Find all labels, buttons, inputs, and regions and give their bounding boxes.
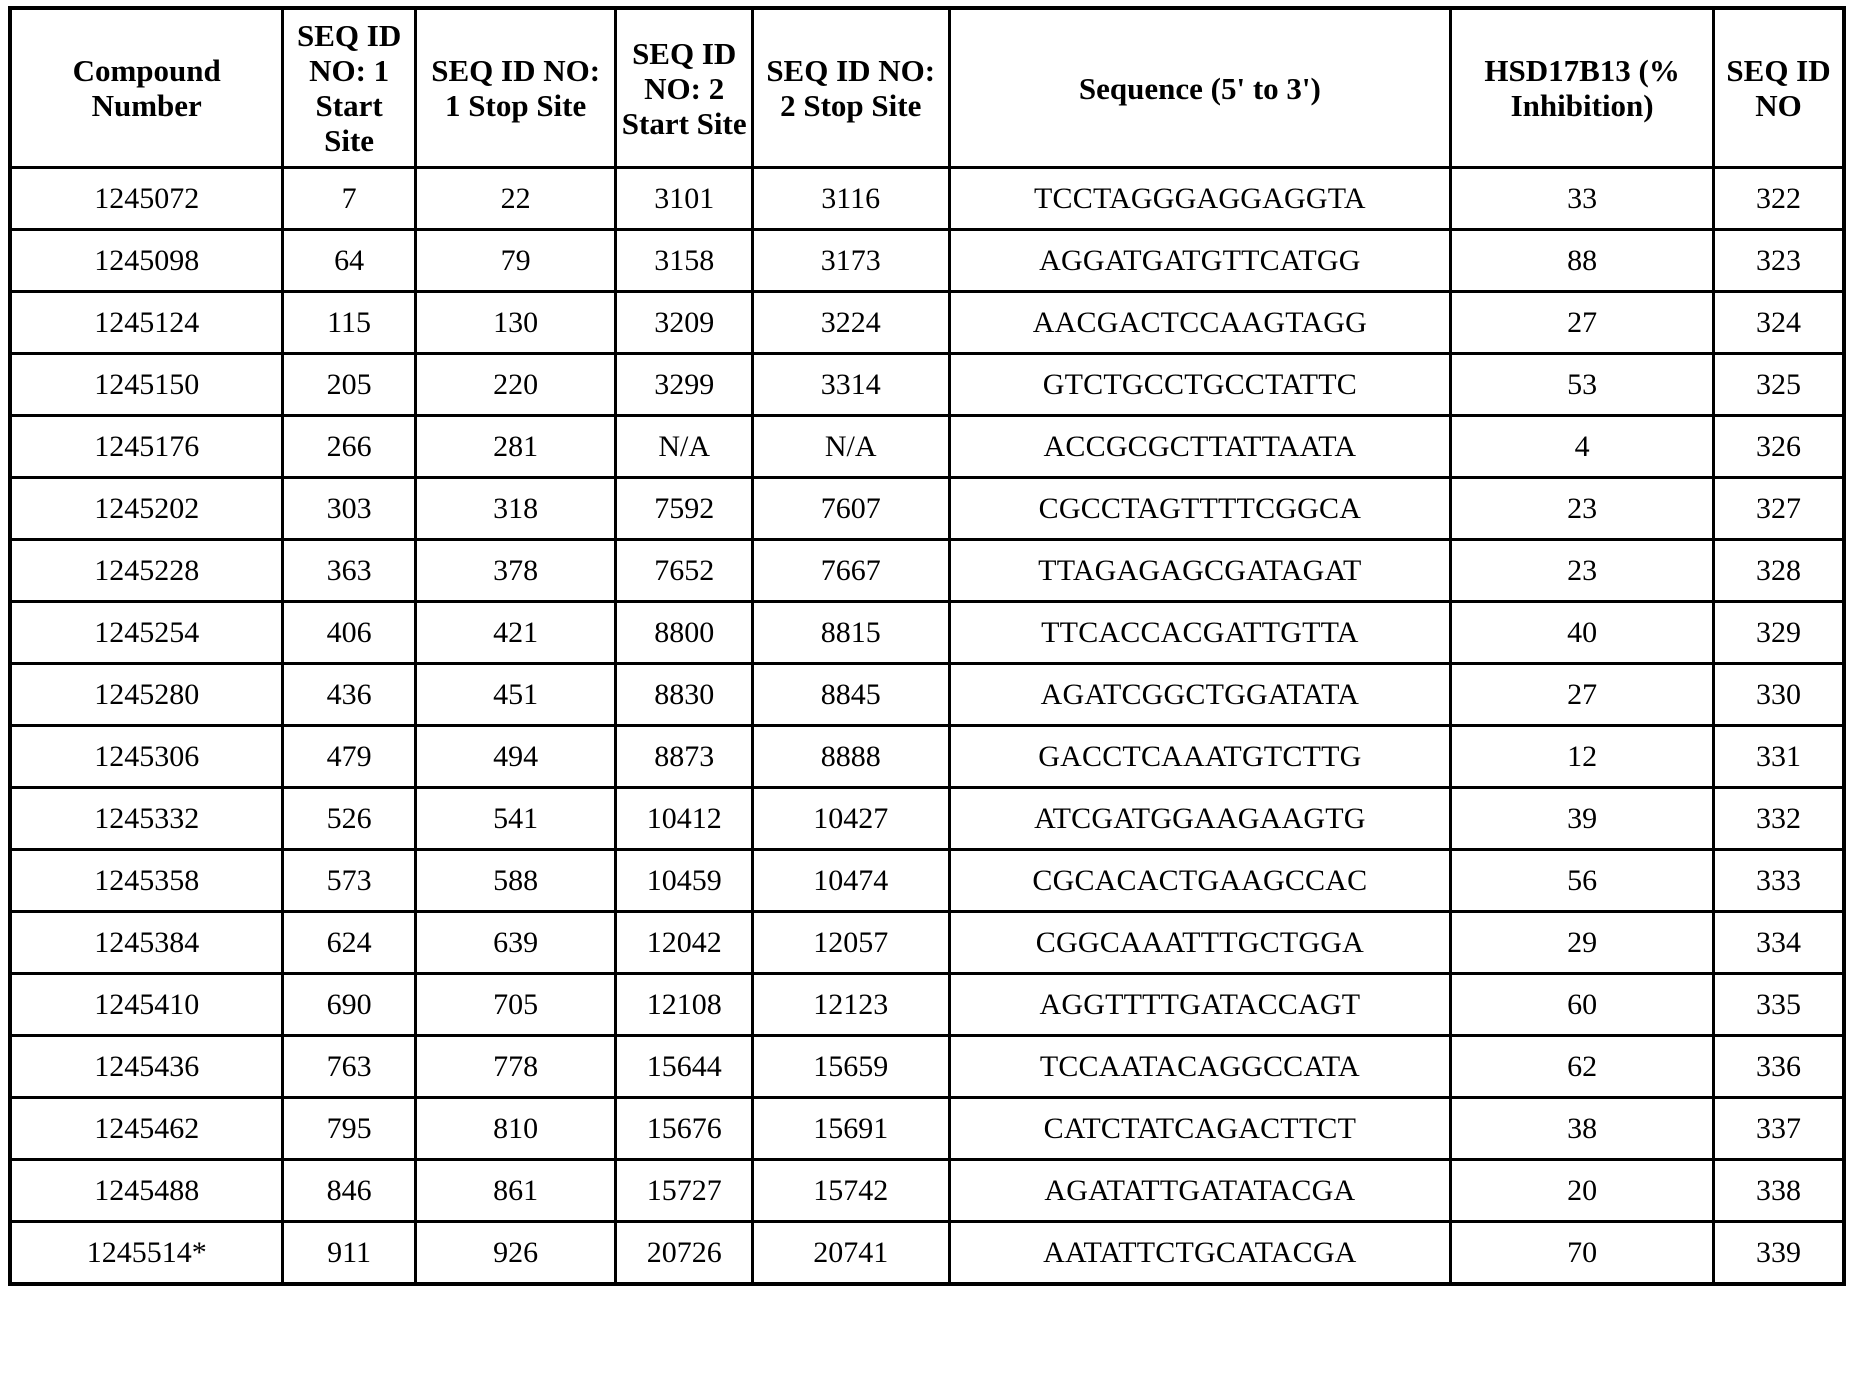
- cell-seqid1-stop-site: 639: [415, 912, 616, 974]
- cell-sequence: ACCGCGCTTATTAATA: [949, 416, 1451, 478]
- cell-compound-number: 1245254: [10, 602, 283, 664]
- cell-seqid1-stop-site: 451: [415, 664, 616, 726]
- cell-seqid2-start-site: 8873: [616, 726, 752, 788]
- cell-seqid2-start-site: 7592: [616, 478, 752, 540]
- cell-sequence: AGATCGGCTGGATATA: [949, 664, 1451, 726]
- cell-sequence: CGCACACTGAAGCCAC: [949, 850, 1451, 912]
- cell-hsd17b13-inhibition: 27: [1451, 292, 1714, 354]
- cell-seq-id-no: 325: [1714, 354, 1844, 416]
- cell-seqid2-stop-site: 10427: [752, 788, 949, 850]
- cell-compound-number: 1245384: [10, 912, 283, 974]
- table-row: [10, 478, 1844, 540]
- cell-hsd17b13-inhibition: 12: [1451, 726, 1714, 788]
- cell-seqid1-start-site: 406: [283, 602, 415, 664]
- cell-seqid1-start-site: 363: [283, 540, 415, 602]
- cell-seq-id-no: 339: [1714, 1222, 1844, 1285]
- cell-seqid1-stop-site: 705: [415, 974, 616, 1036]
- cell-hsd17b13-inhibition: 70: [1451, 1222, 1714, 1285]
- cell-seq-id-no: 326: [1714, 416, 1844, 478]
- cell-compound-number: 1245332: [10, 788, 283, 850]
- cell-seqid2-start-site: 10412: [616, 788, 752, 850]
- column-header-sequence: Sequence (5' to 3'): [949, 8, 1451, 168]
- cell-seqid1-start-site: 303: [283, 478, 415, 540]
- cell-seq-id-no: 335: [1714, 974, 1844, 1036]
- column-header-seqid1-stop-site: SEQ ID NO: 1 Stop Site: [415, 8, 616, 168]
- cell-seqid1-start-site: 846: [283, 1160, 415, 1222]
- cell-sequence: GTCTGCCTGCCTATTC: [949, 354, 1451, 416]
- cell-seqid2-stop-site: 12123: [752, 974, 949, 1036]
- cell-seqid2-stop-site: 3116: [752, 168, 949, 230]
- cell-sequence: TCCTAGGGAGGAGGTA: [949, 168, 1451, 230]
- cell-seqid2-start-site: 8830: [616, 664, 752, 726]
- cell-seqid1-start-site: 624: [283, 912, 415, 974]
- table-header-row: [10, 8, 1844, 168]
- cell-seqid2-stop-site: 3224: [752, 292, 949, 354]
- cell-compound-number: 1245514*: [10, 1222, 283, 1285]
- cell-hsd17b13-inhibition: 56: [1451, 850, 1714, 912]
- cell-seq-id-no: 338: [1714, 1160, 1844, 1222]
- cell-seq-id-no: 331: [1714, 726, 1844, 788]
- cell-seqid2-start-site: N/A: [616, 416, 752, 478]
- cell-seq-id-no: 324: [1714, 292, 1844, 354]
- cell-seqid1-stop-site: 541: [415, 788, 616, 850]
- cell-seqid2-stop-site: 12057: [752, 912, 949, 974]
- cell-sequence: CGGCAAATTTGCTGGA: [949, 912, 1451, 974]
- cell-hsd17b13-inhibition: 60: [1451, 974, 1714, 1036]
- cell-hsd17b13-inhibition: 38: [1451, 1098, 1714, 1160]
- cell-seqid1-stop-site: 494: [415, 726, 616, 788]
- cell-compound-number: 1245072: [10, 168, 283, 230]
- cell-seqid1-start-site: 763: [283, 1036, 415, 1098]
- cell-seq-id-no: 323: [1714, 230, 1844, 292]
- cell-seq-id-no: 327: [1714, 478, 1844, 540]
- cell-sequence: AGGTTTTGATACCAGT: [949, 974, 1451, 1036]
- cell-seqid2-stop-site: 15659: [752, 1036, 949, 1098]
- cell-hsd17b13-inhibition: 23: [1451, 540, 1714, 602]
- cell-seqid2-stop-site: 8815: [752, 602, 949, 664]
- cell-seqid1-start-site: 7: [283, 168, 415, 230]
- column-header-seqid2-stop-site: SEQ ID NO: 2 Stop Site: [752, 8, 949, 168]
- cell-seq-id-no: 334: [1714, 912, 1844, 974]
- cell-compound-number: 1245462: [10, 1098, 283, 1160]
- cell-seqid2-start-site: 12042: [616, 912, 752, 974]
- cell-seqid2-start-site: 15727: [616, 1160, 752, 1222]
- table-row: [10, 912, 1844, 974]
- cell-seqid1-start-site: 690: [283, 974, 415, 1036]
- cell-seqid2-start-site: 10459: [616, 850, 752, 912]
- cell-seqid2-stop-site: 15691: [752, 1098, 949, 1160]
- compound-sequence-table: [8, 6, 1846, 1286]
- cell-compound-number: 1245488: [10, 1160, 283, 1222]
- cell-hsd17b13-inhibition: 53: [1451, 354, 1714, 416]
- cell-compound-number: 1245358: [10, 850, 283, 912]
- cell-compound-number: 1245306: [10, 726, 283, 788]
- cell-hsd17b13-inhibition: 23: [1451, 478, 1714, 540]
- cell-seqid2-stop-site: N/A: [752, 416, 949, 478]
- cell-seqid2-start-site: 15644: [616, 1036, 752, 1098]
- cell-compound-number: 1245436: [10, 1036, 283, 1098]
- cell-seqid2-stop-site: 3314: [752, 354, 949, 416]
- cell-hsd17b13-inhibition: 27: [1451, 664, 1714, 726]
- column-header-seq-id-no: SEQ ID NO: [1714, 8, 1844, 168]
- cell-compound-number: 1245124: [10, 292, 283, 354]
- cell-seqid2-stop-site: 8845: [752, 664, 949, 726]
- table-row: [10, 602, 1844, 664]
- cell-seqid2-stop-site: 8888: [752, 726, 949, 788]
- cell-seq-id-no: 322: [1714, 168, 1844, 230]
- cell-seqid2-start-site: 15676: [616, 1098, 752, 1160]
- cell-sequence: AATATTCTGCATACGA: [949, 1222, 1451, 1285]
- cell-seq-id-no: 336: [1714, 1036, 1844, 1098]
- cell-seqid1-stop-site: 22: [415, 168, 616, 230]
- table-row: [10, 1036, 1844, 1098]
- cell-seqid1-stop-site: 378: [415, 540, 616, 602]
- cell-sequence: ATCGATGGAAGAAGTG: [949, 788, 1451, 850]
- cell-seqid1-start-site: 64: [283, 230, 415, 292]
- cell-seqid2-start-site: 3158: [616, 230, 752, 292]
- cell-seqid1-stop-site: 421: [415, 602, 616, 664]
- cell-compound-number: 1245280: [10, 664, 283, 726]
- cell-seq-id-no: 337: [1714, 1098, 1844, 1160]
- cell-hsd17b13-inhibition: 20: [1451, 1160, 1714, 1222]
- cell-sequence: CGCCTAGTTTTCGGCA: [949, 478, 1451, 540]
- cell-seqid2-start-site: 3299: [616, 354, 752, 416]
- cell-hsd17b13-inhibition: 88: [1451, 230, 1714, 292]
- cell-hsd17b13-inhibition: 4: [1451, 416, 1714, 478]
- cell-seq-id-no: 333: [1714, 850, 1844, 912]
- cell-seqid2-start-site: 12108: [616, 974, 752, 1036]
- cell-seqid2-stop-site: 15742: [752, 1160, 949, 1222]
- cell-seqid1-stop-site: 79: [415, 230, 616, 292]
- cell-seqid1-stop-site: 318: [415, 478, 616, 540]
- table-row: [10, 292, 1844, 354]
- cell-hsd17b13-inhibition: 33: [1451, 168, 1714, 230]
- table-header: [10, 8, 1844, 168]
- cell-seqid1-stop-site: 281: [415, 416, 616, 478]
- column-header-seqid2-start-site: SEQ ID NO: 2 Start Site: [616, 8, 752, 168]
- table-row: [10, 354, 1844, 416]
- cell-sequence: TTCACCACGATTGTTA: [949, 602, 1451, 664]
- cell-seqid1-start-site: 479: [283, 726, 415, 788]
- cell-seqid2-start-site: 7652: [616, 540, 752, 602]
- cell-seqid2-stop-site: 7667: [752, 540, 949, 602]
- table-row: [10, 850, 1844, 912]
- cell-compound-number: 1245150: [10, 354, 283, 416]
- cell-sequence: CATCTATCAGACTTCT: [949, 1098, 1451, 1160]
- cell-seqid1-start-site: 266: [283, 416, 415, 478]
- cell-seqid1-start-site: 573: [283, 850, 415, 912]
- table-body: [10, 168, 1844, 1285]
- table-row: [10, 168, 1844, 230]
- table-row: [10, 664, 1844, 726]
- cell-seqid1-start-site: 526: [283, 788, 415, 850]
- table-row: [10, 788, 1844, 850]
- cell-seqid1-start-site: 436: [283, 664, 415, 726]
- cell-sequence: AGATATTGATATACGA: [949, 1160, 1451, 1222]
- cell-seq-id-no: 329: [1714, 602, 1844, 664]
- cell-seq-id-no: 328: [1714, 540, 1844, 602]
- cell-seq-id-no: 330: [1714, 664, 1844, 726]
- table-row: [10, 416, 1844, 478]
- table-row: [10, 974, 1844, 1036]
- cell-seqid1-stop-site: 588: [415, 850, 616, 912]
- cell-compound-number: 1245176: [10, 416, 283, 478]
- table-row: [10, 1160, 1844, 1222]
- cell-seqid1-stop-site: 778: [415, 1036, 616, 1098]
- cell-seqid1-stop-site: 810: [415, 1098, 616, 1160]
- cell-seqid1-stop-site: 220: [415, 354, 616, 416]
- cell-hsd17b13-inhibition: 62: [1451, 1036, 1714, 1098]
- cell-seqid1-stop-site: 130: [415, 292, 616, 354]
- cell-seqid1-stop-site: 926: [415, 1222, 616, 1285]
- cell-seqid2-stop-site: 20741: [752, 1222, 949, 1285]
- cell-hsd17b13-inhibition: 29: [1451, 912, 1714, 974]
- cell-seqid2-start-site: 3101: [616, 168, 752, 230]
- cell-compound-number: 1245202: [10, 478, 283, 540]
- cell-compound-number: 1245410: [10, 974, 283, 1036]
- cell-sequence: TCCAATACAGGCCATA: [949, 1036, 1451, 1098]
- cell-compound-number: 1245098: [10, 230, 283, 292]
- cell-sequence: TTAGAGAGCGATAGAT: [949, 540, 1451, 602]
- cell-sequence: GACCTCAAATGTCTTG: [949, 726, 1451, 788]
- table-row: [10, 230, 1844, 292]
- cell-hsd17b13-inhibition: 40: [1451, 602, 1714, 664]
- cell-sequence: AGGATGATGTTCATGG: [949, 230, 1451, 292]
- table-row: [10, 1222, 1844, 1285]
- cell-seqid1-start-site: 115: [283, 292, 415, 354]
- column-header-compound-number: Compound Number: [10, 8, 283, 168]
- cell-hsd17b13-inhibition: 39: [1451, 788, 1714, 850]
- cell-seqid1-start-site: 795: [283, 1098, 415, 1160]
- cell-seqid2-stop-site: 3173: [752, 230, 949, 292]
- cell-sequence: AACGACTCCAAGTAGG: [949, 292, 1451, 354]
- table-row: [10, 726, 1844, 788]
- cell-seqid2-stop-site: 10474: [752, 850, 949, 912]
- cell-seq-id-no: 332: [1714, 788, 1844, 850]
- cell-seqid2-start-site: 20726: [616, 1222, 752, 1285]
- cell-seqid1-start-site: 911: [283, 1222, 415, 1285]
- table-row: [10, 1098, 1844, 1160]
- cell-seqid2-start-site: 8800: [616, 602, 752, 664]
- cell-compound-number: 1245228: [10, 540, 283, 602]
- column-header-hsd17b13-inhibition: HSD17B13 (% Inhibition): [1451, 8, 1714, 168]
- column-header-seqid1-start-site: SEQ ID NO: 1 Start Site: [283, 8, 415, 168]
- cell-seqid2-start-site: 3209: [616, 292, 752, 354]
- table-row: [10, 540, 1844, 602]
- cell-seqid2-stop-site: 7607: [752, 478, 949, 540]
- cell-seqid1-start-site: 205: [283, 354, 415, 416]
- cell-seqid1-stop-site: 861: [415, 1160, 616, 1222]
